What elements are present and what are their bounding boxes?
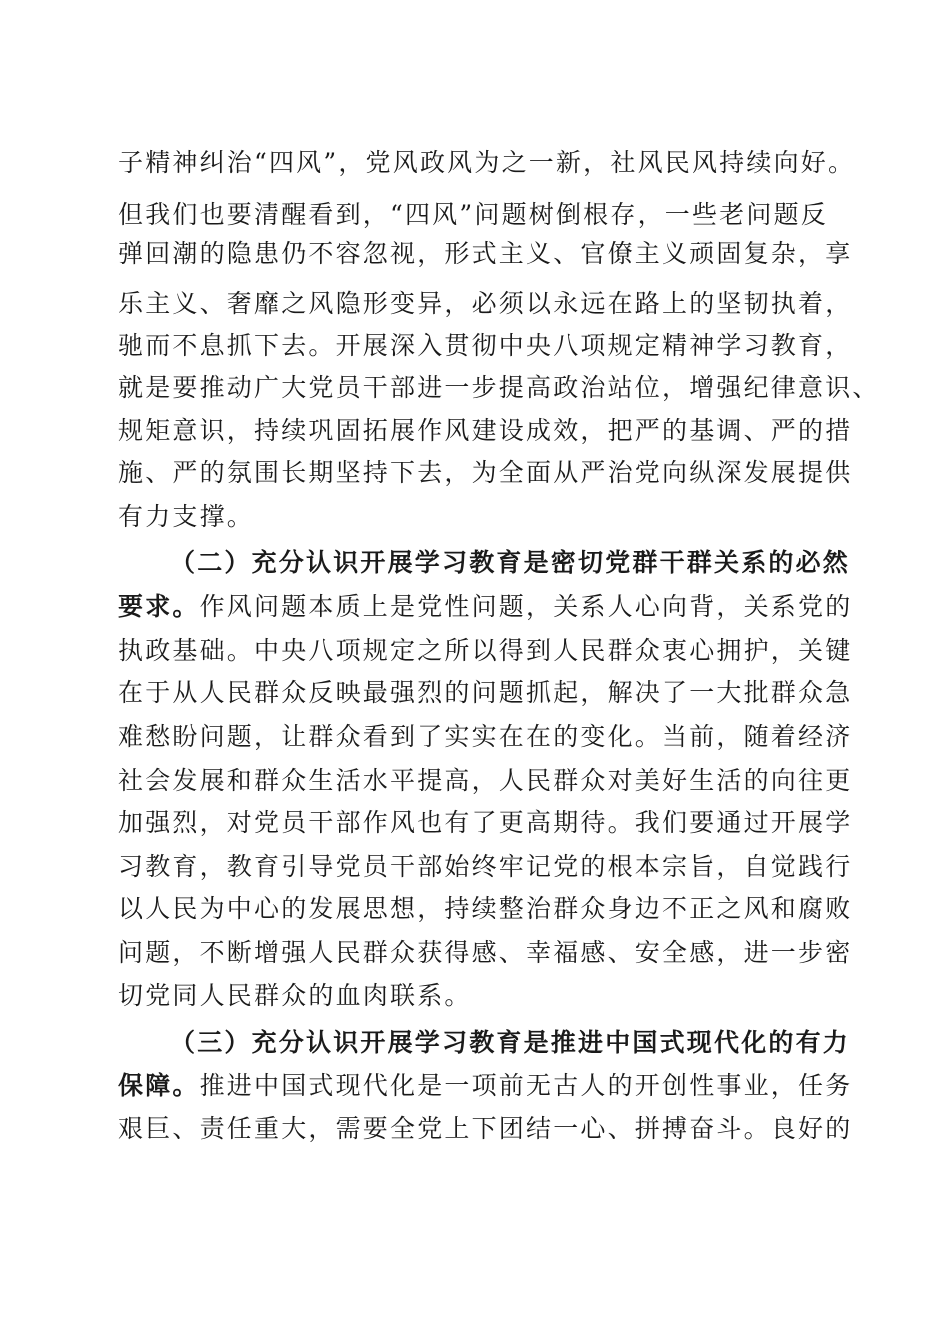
paragraph-2-line-10: 问题，不断增强人民群众获得感、幸福感、安全感，进一步密 (118, 938, 853, 967)
paragraph-3-line-2 (118, 1066, 852, 1106)
paragraph-2-line-2 (118, 587, 852, 627)
paragraph-2-line-5: 难愁盼问题，让群众看到了实实在在的变化。当前，随着经济 (118, 722, 853, 751)
paragraph-2-line-9: 以人民为中心的发展思想，持续整治群众身边不正之风和腐败 (118, 894, 853, 923)
paragraph-1-line-8: 施、严的氛围长期坚持下去，为全面从严治党向纵深发展提供 (118, 458, 853, 487)
paragraph-3-line-2-text: 推进中国式现代化是一项前无古人的开创性事业，任务 (199, 1071, 853, 1100)
paragraph-2-line-11: 切党同人民群众的血肉联系。 (118, 981, 472, 1010)
paragraph-2-line-6: 社会发展和群众生活水平提高，人民群众对美好生活的向往更 (118, 766, 853, 795)
paragraph-1-line-2: 但我们也要清醒看到，“四风”问题树倒根存，一些老问题反 (118, 200, 828, 229)
paragraph-1-line-5: 驰而不息抓下去。开展深入贯彻中央八项规定精神学习教育， (118, 331, 853, 360)
paragraph-1-line-7: 规矩意识，持续巩固拓展作风建设成效，把严的基调、严的措 (118, 416, 853, 445)
paragraph-3-line-3: 艰巨、责任重大，需要全党上下团结一心、拼搏奋斗。良好的 (118, 1114, 853, 1143)
paragraph-2-line-2-text: 作风问题本质上是党性问题，关系人心向背，关系党的 (199, 592, 853, 621)
paragraph-2-line-8: 习教育，教育引导党员干部始终牢记党的根本宗旨，自觉践行 (118, 852, 853, 881)
paragraph-1-line-6: 就是要推动广大党员干部进一步提高政治站位，增强纪律意识、 (118, 373, 880, 402)
section-2-heading: （二）充分认识开展学习教育是密切党群干群关系的必然 (170, 548, 851, 577)
paragraph-1-line-9: 有力支撑。 (118, 502, 255, 531)
paragraph-2-line-4: 在于从人民群众反映最强烈的问题抓起，解决了一大批群众急 (118, 678, 853, 707)
paragraph-1-line-4: 乐主义、奢靡之风隐形变异，必须以永远在路上的坚韧执着， (118, 289, 853, 318)
paragraph-2-line-7: 加强烈，对党员干部作风也有了更高期待。我们要通过开展学 (118, 808, 853, 837)
paragraph-2-line-3: 执政基础。中央八项规定之所以得到人民群众衷心拥护，关键 (118, 636, 853, 665)
section-2-heading-end: 要求。 (118, 592, 200, 621)
section-3-heading-end: 保障。 (118, 1071, 200, 1100)
paragraph-1-line-1: 子精神纠治“四风”，党风政风为之一新，社风民风持续向好。 (118, 148, 856, 177)
section-3-heading: （三）充分认识开展学习教育是推进中国式现代化的有力 (170, 1028, 851, 1057)
paragraph-1-line-3: 弹回潮的隐患仍不容忽视，形式主义、官僚主义顽固复杂，享 (118, 239, 853, 268)
